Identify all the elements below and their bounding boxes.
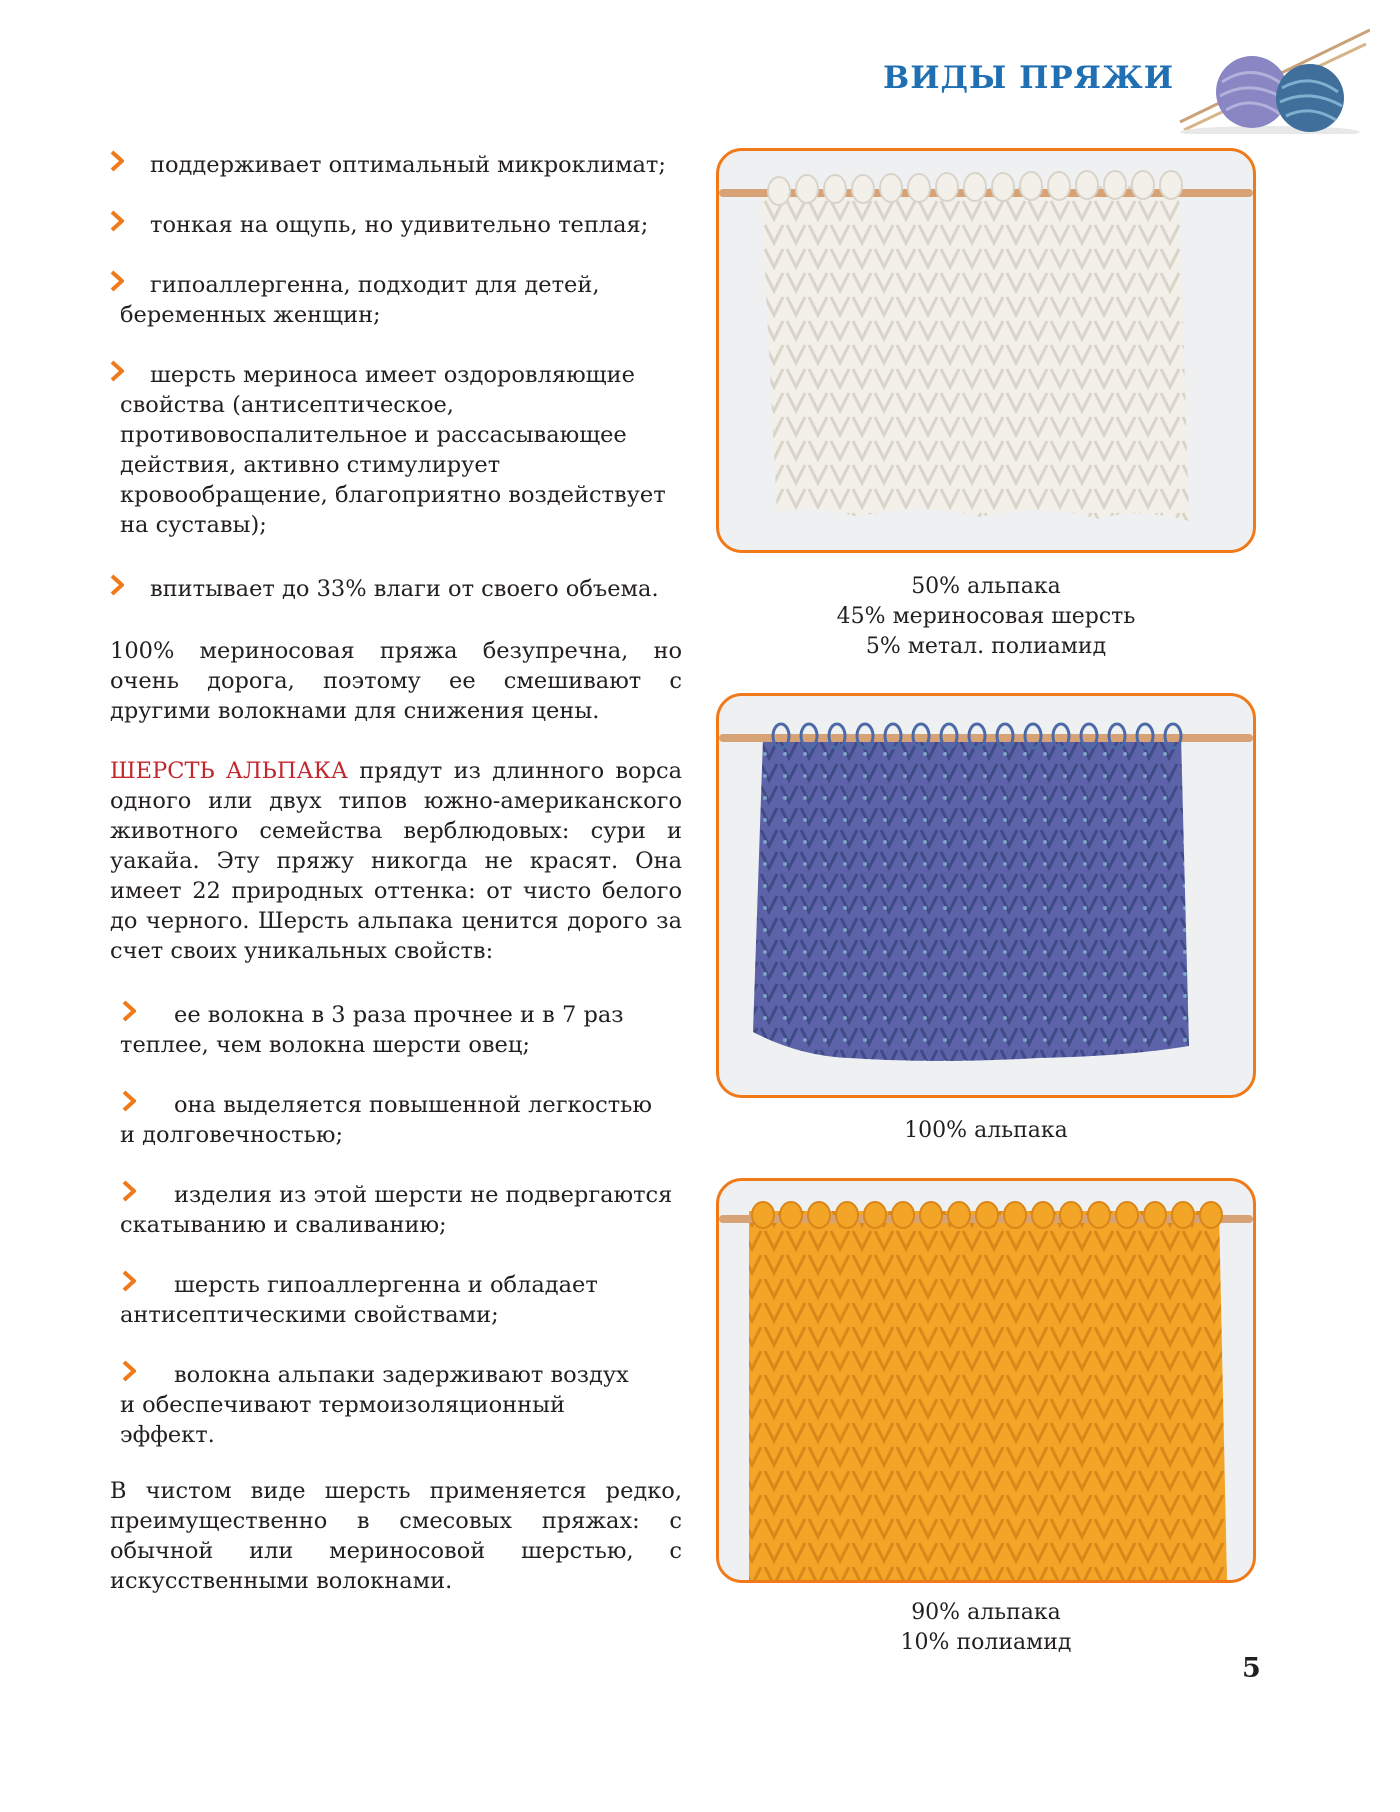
caption-line: 50% альпака [911, 574, 1061, 599]
list-item-text: противовоспалительное и рассасывающее [120, 422, 627, 448]
list-item-text: и обеспечивают термоизоляционный [120, 1392, 566, 1418]
caption-line: 10% полиамид [900, 1630, 1072, 1655]
list-item [134, 574, 694, 604]
list-item [120, 1360, 684, 1450]
swatch-photo-white [716, 148, 1256, 553]
alpaca-intro-paragraph [110, 756, 682, 966]
list-item [134, 210, 694, 240]
list-item-text: свойства (антисептическое, [120, 392, 454, 418]
list-item-text: кровообращение, благоприятно воздействует [120, 482, 666, 508]
swatch-photo-orange [716, 1178, 1256, 1583]
merino-benefits-list [110, 150, 682, 620]
page-number: 5 [1242, 1653, 1261, 1684]
list-item-text: она выделяется повышенной легкостью [174, 1092, 652, 1118]
caption-line: 45% мериносовая шерсть [836, 604, 1136, 629]
merino-paragraph: 100% мериносовая пряжа безупречна, но очень дорога, поэтому ее смешивают с другими волокнами для снижения цены. [110, 638, 682, 724]
swatch-caption [716, 572, 1256, 662]
list-item-text: поддерживает оптимальный микроклимат; [150, 152, 666, 178]
chevron-right-icon [122, 1360, 136, 1382]
knitted-swatch-image [719, 696, 1253, 1095]
chevron-right-icon [110, 270, 124, 292]
list-item-text: эффект. [120, 1422, 215, 1448]
chevron-right-icon [110, 150, 124, 172]
list-item [120, 1000, 684, 1060]
list-item-text: изделия из этой шерсти не подвергаются [174, 1182, 673, 1208]
list-item-text: на суставы); [120, 512, 267, 538]
list-item [120, 360, 694, 540]
list-item-text: шерсть мериноса имеет оздоровляющие [150, 362, 635, 388]
list-item-text: скатыванию и сваливанию; [120, 1212, 447, 1238]
list-item [120, 1270, 684, 1330]
knitted-swatch-image [719, 151, 1253, 550]
alpaca-term: ШЕРСТЬ АЛЬПАКА [110, 758, 348, 784]
alpaca-benefits-list [110, 1000, 682, 1450]
swatch-caption [716, 1116, 1256, 1146]
list-item [120, 1180, 684, 1240]
list-item-text: антисептическими свойствами; [120, 1302, 499, 1328]
alpaca-intro-text: прядут из длинного ворса одного или двух типов южно-американского животного семейства верблюдовых: сури и уакайа. Эту пряжу никогда не красят. Она имеет 22 природных оттенка: от чисто белого до черного. Шерсть альпака ценится дорого за счет своих уникальных свойств: [110, 758, 682, 964]
page-title: ВИДЫ ПРЯЖИ [883, 60, 1174, 96]
list-item-text: теплее, чем волокна шерсти овец; [120, 1032, 530, 1058]
chevron-right-icon [110, 574, 124, 596]
list-item-text: волокна альпаки задерживают воздух [174, 1362, 629, 1388]
yarn-balls-with-needles-icon [1170, 22, 1370, 134]
chevron-right-icon [110, 210, 124, 232]
list-item-text: беременных женщин; [120, 302, 381, 328]
list-item [120, 1090, 684, 1150]
chevron-right-icon [122, 1000, 136, 1022]
list-item [120, 270, 694, 330]
list-item-text: тонкая на ощупь, но удивительно теплая; [150, 212, 649, 238]
knitted-swatch-image [719, 1181, 1253, 1580]
swatch-caption [716, 1598, 1256, 1658]
caption-line: 5% метал. полиамид [865, 634, 1107, 659]
chevron-right-icon [122, 1270, 136, 1292]
blends-paragraph: В чистом виде шерсть применяется редко, преимущественно в смесовых пряжах: с обычной или мериносовой шерстью, с искусственными волокнами. [110, 1478, 682, 1594]
list-item-text: шерсть гипоаллергенна и обладает [174, 1272, 598, 1298]
caption-line: 100% альпака [904, 1118, 1068, 1143]
list-item-text: ее волокна в 3 раза прочнее и в 7 раз [174, 1002, 624, 1028]
list-item-text: действия, активно стимулирует [120, 452, 501, 478]
list-item-text: и долговечностью; [120, 1122, 344, 1148]
list-item-text: впитывает до 33% влаги от своего объема. [150, 576, 659, 602]
chevron-right-icon [110, 360, 124, 382]
list-item [134, 150, 694, 180]
list-item-text: гипоаллергенна, подходит для детей, [150, 272, 600, 298]
swatch-photo-blue [716, 693, 1256, 1098]
chevron-right-icon [122, 1180, 136, 1202]
chevron-right-icon [122, 1090, 136, 1112]
caption-line: 90% альпака [911, 1600, 1061, 1625]
